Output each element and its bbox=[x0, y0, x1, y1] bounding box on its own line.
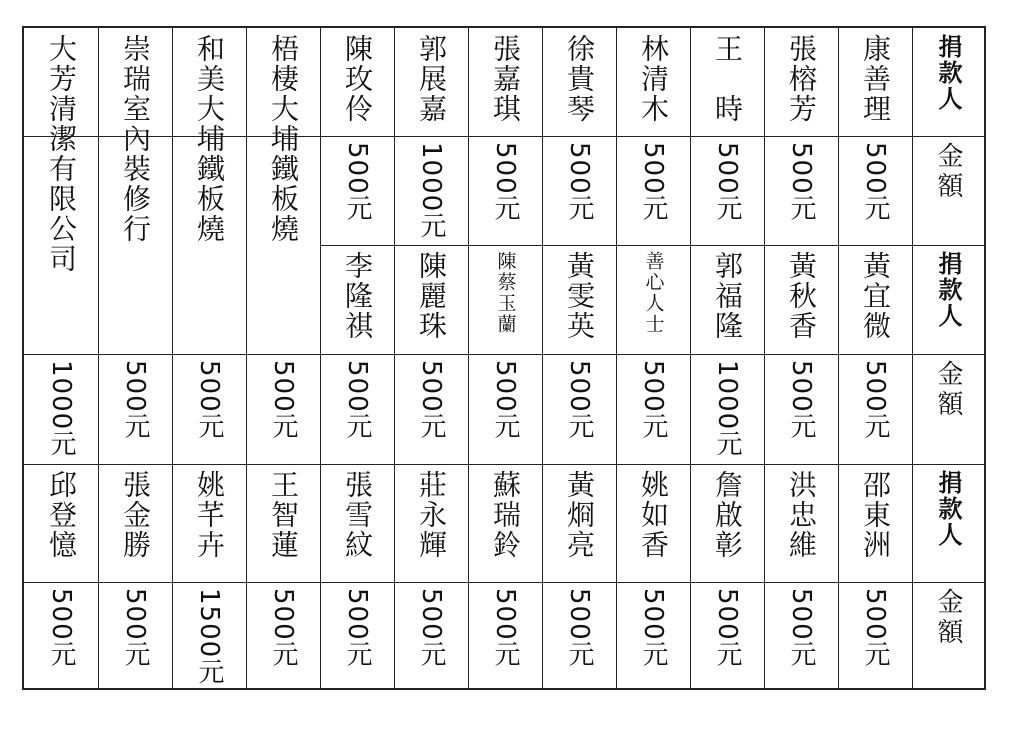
amount-cell bbox=[24, 354, 98, 464]
amount-cell bbox=[616, 136, 690, 245]
donor-cell bbox=[246, 28, 320, 354]
amount-header: 金額 bbox=[933, 588, 963, 648]
amount-unit: 元 bbox=[786, 640, 816, 668]
amount-value: 500 bbox=[860, 360, 890, 413]
amount-cell bbox=[542, 136, 616, 245]
donation-amount bbox=[196, 360, 222, 440]
donor-name: 郭福隆 bbox=[711, 251, 744, 341]
amount-unit: 元 bbox=[860, 412, 890, 440]
donor-cell bbox=[24, 464, 98, 582]
amount-value: 500 bbox=[416, 360, 446, 413]
amount-value: 500 bbox=[712, 142, 742, 195]
amount-unit: 元 bbox=[638, 194, 668, 222]
amount-value: 1000 bbox=[46, 360, 76, 431]
donor-name: 蘇瑞鈴 bbox=[489, 470, 522, 560]
donation-amount bbox=[196, 588, 222, 685]
donor-cell bbox=[838, 464, 912, 582]
amount-cell bbox=[320, 136, 394, 245]
amount-unit: 元 bbox=[638, 412, 668, 440]
donation-amount bbox=[714, 142, 740, 222]
amount-cell bbox=[616, 354, 690, 464]
amount-unit: 元 bbox=[786, 412, 816, 440]
donation-amount bbox=[418, 588, 444, 668]
donation-amount bbox=[714, 588, 740, 668]
donor-header: 捐款人 bbox=[934, 34, 962, 112]
amount-unit: 元 bbox=[416, 212, 446, 240]
header-cell bbox=[912, 582, 984, 688]
donor-cell bbox=[394, 464, 468, 582]
amount-value: 500 bbox=[490, 360, 520, 413]
donor-name: 郭展嘉 bbox=[415, 34, 448, 124]
amount-header: 金額 bbox=[933, 142, 963, 202]
amount-cell bbox=[468, 582, 542, 688]
donation-amount bbox=[122, 360, 148, 440]
donor-name: 張榕芳 bbox=[785, 34, 818, 124]
amount-unit: 元 bbox=[490, 194, 520, 222]
header-cell bbox=[912, 354, 984, 464]
amount-value: 1000 bbox=[712, 360, 742, 431]
amount-unit: 元 bbox=[860, 640, 890, 668]
amount-value: 1500 bbox=[194, 588, 224, 659]
donor-name: 陳玫伶 bbox=[341, 34, 374, 124]
donor-header: 捐款人 bbox=[934, 251, 962, 329]
donation-amount bbox=[492, 588, 518, 668]
amount-unit: 元 bbox=[120, 412, 150, 440]
amount-cell bbox=[838, 582, 912, 688]
donor-name: 陳麗珠 bbox=[415, 251, 448, 341]
amount-cell bbox=[320, 582, 394, 688]
donation-amount bbox=[48, 588, 74, 668]
donor-name: 黃雯英 bbox=[563, 251, 596, 341]
amount-unit: 元 bbox=[712, 640, 742, 668]
donor-name: 張嘉琪 bbox=[489, 34, 522, 124]
donor-cell bbox=[394, 245, 468, 354]
amount-value: 500 bbox=[564, 142, 594, 195]
donor-name: 大芳清潔有限公司 bbox=[45, 34, 78, 274]
amount-value: 500 bbox=[786, 360, 816, 413]
amount-header: 金額 bbox=[933, 360, 963, 420]
donation-amount bbox=[566, 588, 592, 668]
amount-unit: 元 bbox=[120, 640, 150, 668]
donor-name: 莊永輝 bbox=[415, 470, 448, 560]
amount-value: 500 bbox=[46, 588, 76, 641]
amount-value: 1000 bbox=[416, 142, 446, 213]
amount-cell bbox=[838, 136, 912, 245]
donation-amount bbox=[48, 360, 74, 457]
amount-cell bbox=[172, 582, 246, 688]
amount-value: 500 bbox=[342, 142, 372, 195]
donor-cell bbox=[320, 28, 394, 136]
donation-amount bbox=[714, 360, 740, 457]
amount-cell bbox=[320, 354, 394, 464]
amount-cell bbox=[468, 354, 542, 464]
donor-cell bbox=[690, 28, 764, 136]
amount-cell bbox=[542, 582, 616, 688]
donation-amount bbox=[862, 142, 888, 222]
donation-amount bbox=[344, 142, 370, 222]
header-cell bbox=[912, 245, 984, 354]
donor-cell bbox=[468, 464, 542, 582]
donor-name: 張金勝 bbox=[119, 470, 152, 560]
amount-unit: 元 bbox=[342, 640, 372, 668]
donor-cell bbox=[838, 245, 912, 354]
amount-cell bbox=[24, 582, 98, 688]
donor-header: 捐款人 bbox=[934, 470, 962, 548]
donor-name: 林清木 bbox=[637, 34, 670, 124]
amount-unit: 元 bbox=[46, 640, 76, 668]
donor-name: 邱登憶 bbox=[45, 470, 78, 560]
amount-cell bbox=[394, 136, 468, 245]
donation-amount bbox=[862, 360, 888, 440]
donor-cell bbox=[320, 245, 394, 354]
donor-name: 和美大埔鐵板燒 bbox=[193, 34, 226, 244]
amount-value: 500 bbox=[564, 360, 594, 413]
donor-name: 康善理 bbox=[859, 34, 892, 124]
amount-unit: 元 bbox=[342, 194, 372, 222]
donor-cell bbox=[542, 245, 616, 354]
amount-value: 500 bbox=[120, 588, 150, 641]
amount-cell bbox=[542, 354, 616, 464]
amount-value: 500 bbox=[712, 588, 742, 641]
amount-cell bbox=[764, 136, 838, 245]
header-cell bbox=[912, 28, 984, 136]
donor-name: 洪忠維 bbox=[785, 470, 818, 560]
amount-unit: 元 bbox=[490, 640, 520, 668]
donor-cell bbox=[542, 464, 616, 582]
amount-cell bbox=[690, 136, 764, 245]
donation-amount bbox=[640, 142, 666, 222]
donation-amount bbox=[270, 360, 296, 440]
amount-unit: 元 bbox=[194, 658, 224, 686]
donor-cell bbox=[172, 28, 246, 354]
donor-name: 陳蔡玉蘭 bbox=[494, 251, 517, 335]
amount-value: 500 bbox=[268, 360, 298, 413]
donation-amount bbox=[344, 588, 370, 668]
donor-cell bbox=[690, 464, 764, 582]
donor-cell bbox=[98, 464, 172, 582]
amount-value: 500 bbox=[786, 588, 816, 641]
donor-cell bbox=[616, 245, 690, 354]
amount-unit: 元 bbox=[416, 640, 446, 668]
amount-value: 500 bbox=[860, 142, 890, 195]
amount-cell bbox=[838, 354, 912, 464]
donor-cell bbox=[468, 28, 542, 136]
amount-unit: 元 bbox=[268, 640, 298, 668]
donor-cell bbox=[172, 464, 246, 582]
amount-cell bbox=[172, 354, 246, 464]
donor-name: 梧棲大埔鐵板燒 bbox=[267, 34, 300, 244]
donation-amount bbox=[566, 142, 592, 222]
amount-unit: 元 bbox=[416, 412, 446, 440]
amount-cell bbox=[616, 582, 690, 688]
amount-value: 500 bbox=[638, 142, 668, 195]
donor-name: 崇瑞室內裝修行 bbox=[119, 34, 152, 244]
amount-value: 500 bbox=[860, 588, 890, 641]
donation-amount bbox=[566, 360, 592, 440]
donation-amount bbox=[492, 360, 518, 440]
amount-unit: 元 bbox=[342, 412, 372, 440]
donation-table bbox=[22, 26, 986, 690]
amount-value: 500 bbox=[786, 142, 816, 195]
amount-value: 500 bbox=[490, 142, 520, 195]
donor-name: 姚芊卉 bbox=[193, 470, 226, 560]
donation-amount bbox=[344, 360, 370, 440]
donation-amount bbox=[640, 360, 666, 440]
amount-unit: 元 bbox=[564, 194, 594, 222]
amount-cell bbox=[468, 136, 542, 245]
donation-amount bbox=[640, 588, 666, 668]
amount-value: 500 bbox=[194, 360, 224, 413]
donor-cell bbox=[764, 28, 838, 136]
amount-cell bbox=[246, 582, 320, 688]
donation-amount bbox=[862, 588, 888, 668]
amount-value: 500 bbox=[120, 360, 150, 413]
donor-name: 王智蓮 bbox=[267, 470, 300, 560]
amount-value: 500 bbox=[342, 588, 372, 641]
donor-cell bbox=[246, 464, 320, 582]
donor-name: 黃烱亮 bbox=[563, 470, 596, 560]
donation-amount bbox=[270, 588, 296, 668]
donor-cell bbox=[764, 464, 838, 582]
donation-amount bbox=[788, 142, 814, 222]
amount-value: 500 bbox=[638, 588, 668, 641]
donor-name: 李隆祺 bbox=[341, 251, 374, 341]
donor-name: 姚如香 bbox=[637, 470, 670, 560]
amount-unit: 元 bbox=[712, 430, 742, 458]
amount-unit: 元 bbox=[712, 194, 742, 222]
header-cell bbox=[912, 136, 984, 245]
donation-amount bbox=[418, 142, 444, 239]
amount-cell bbox=[394, 582, 468, 688]
amount-unit: 元 bbox=[564, 412, 594, 440]
donor-cell bbox=[394, 28, 468, 136]
donor-cell bbox=[616, 464, 690, 582]
donation-amount bbox=[418, 360, 444, 440]
donor-cell bbox=[838, 28, 912, 136]
donor-name: 王 時 bbox=[711, 34, 744, 124]
donor-cell bbox=[320, 464, 394, 582]
amount-value: 500 bbox=[564, 588, 594, 641]
amount-unit: 元 bbox=[786, 194, 816, 222]
donor-cell bbox=[98, 28, 172, 354]
donor-name: 黃秋香 bbox=[785, 251, 818, 341]
amount-value: 500 bbox=[638, 360, 668, 413]
donation-amount bbox=[492, 142, 518, 222]
amount-value: 500 bbox=[490, 588, 520, 641]
amount-cell bbox=[690, 354, 764, 464]
amount-value: 500 bbox=[268, 588, 298, 641]
amount-cell bbox=[764, 582, 838, 688]
donor-name: 邵東洲 bbox=[859, 470, 892, 560]
amount-value: 500 bbox=[416, 588, 446, 641]
amount-unit: 元 bbox=[860, 194, 890, 222]
donor-cell bbox=[764, 245, 838, 354]
donor-name: 黃宜微 bbox=[859, 251, 892, 341]
amount-unit: 元 bbox=[490, 412, 520, 440]
donation-amount bbox=[788, 588, 814, 668]
amount-unit: 元 bbox=[638, 640, 668, 668]
donor-name: 善心人士 bbox=[642, 251, 665, 335]
amount-cell bbox=[98, 582, 172, 688]
amount-unit: 元 bbox=[194, 412, 224, 440]
amount-cell bbox=[98, 354, 172, 464]
amount-cell bbox=[690, 582, 764, 688]
amount-unit: 元 bbox=[46, 430, 76, 458]
donor-cell bbox=[616, 28, 690, 136]
amount-cell bbox=[394, 354, 468, 464]
amount-value: 500 bbox=[342, 360, 372, 413]
donor-cell bbox=[690, 245, 764, 354]
donor-name: 徐貴琴 bbox=[563, 34, 596, 124]
donor-cell bbox=[542, 28, 616, 136]
amount-unit: 元 bbox=[268, 412, 298, 440]
donor-cell bbox=[468, 245, 542, 354]
amount-cell bbox=[246, 354, 320, 464]
donation-amount bbox=[788, 360, 814, 440]
header-cell bbox=[912, 464, 984, 582]
amount-unit: 元 bbox=[564, 640, 594, 668]
donor-name: 張雪紋 bbox=[341, 470, 374, 560]
donor-cell bbox=[24, 28, 98, 354]
donation-amount bbox=[122, 588, 148, 668]
amount-cell bbox=[764, 354, 838, 464]
donor-name: 詹啟彰 bbox=[711, 470, 744, 560]
